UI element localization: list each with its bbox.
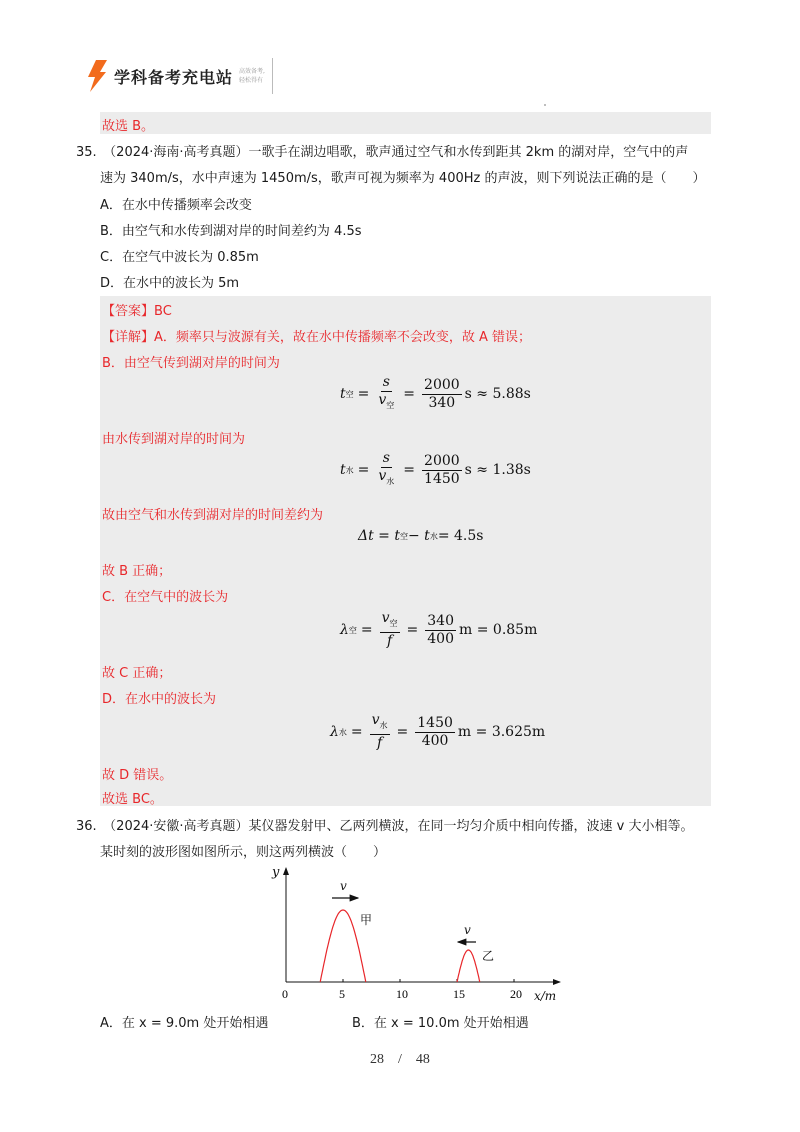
formula-t-water: t 水 = $\frac{s}{v_水}$ = $\frac{2000}{1450}$ s ≈ 1.38s — [340, 450, 531, 487]
q35-detail-c: C．在空气中的波长为 — [102, 590, 229, 605]
x-tick-label-10: 10 — [396, 987, 408, 1001]
prev-conclusion: 故选 B。 — [102, 119, 155, 134]
x-tick-label-20: 20 — [510, 987, 522, 1001]
q35-detail-b-diff: 故由空气和水传到湖对岸的时间差约为 — [102, 508, 324, 523]
q35-option-a: A．在水中传播频率会改变 — [100, 198, 252, 213]
q35-conclusion: 故选 BC。 — [102, 792, 163, 807]
q35-b-correct: 故 B 正确； — [102, 564, 172, 579]
formula-delta-t: Δt = t 空 − t 水 = 4.5s — [358, 528, 484, 544]
q35-option-d: D．在水中的波长为 5m — [100, 276, 240, 291]
header-dot — [544, 104, 546, 106]
logo-title: 学科备考充电站 — [114, 67, 234, 87]
v-label-yi: v — [464, 923, 471, 937]
lightning-bolt-icon — [86, 60, 108, 92]
q36-option-a: A．在 x = 9.0m 处开始相遇 — [100, 1016, 269, 1031]
formula-t-air: t 空 = $\frac{s}{v_空}$ = $\frac{2000}{340}$ s ≈ 5.88s — [340, 374, 531, 411]
label-jia: 甲 — [360, 913, 373, 927]
q35-detail-b-water: 由水传到湖对岸的时间为 — [102, 432, 246, 447]
formula-lambda-air: λ 空 = $\frac{v_空}{f}$ = $\frac{340}{400}$ m = 0.85m — [340, 610, 538, 649]
wave-figure — [262, 862, 572, 1006]
prev-answer-block — [100, 112, 711, 134]
q35-c-correct: 故 C 正确； — [102, 666, 172, 681]
q35-stem: 35. （2024·海南·高考真题）一歌手在湖边唱歌，歌声通过空气和水传到距其 2km 的湖对岸，空气中的声 速为 340m/s，水中声速为 1450m/s，歌声可视为频率为 400Hz 的声波，则下列说法正确的是（ ） — [76, 145, 706, 186]
q35-answer: 【答案】BC — [102, 304, 172, 319]
wave-jia-path — [320, 910, 366, 982]
x-axis-label: x/m — [534, 989, 557, 1003]
wave-yi-path — [457, 950, 480, 982]
formula-lambda-water: λ 水 = $\frac{v_水}{f}$ = $\frac{1450}{400}$ m = 3.625m — [330, 712, 546, 751]
y-axis-label: y — [272, 865, 280, 880]
x-tick-label-0: 0 — [282, 987, 288, 1001]
logo-slogan: 高效备考, 轻松得有 — [239, 68, 265, 84]
header-divider — [272, 58, 273, 94]
x-tick-label-5: 5 — [339, 987, 345, 1001]
header-logo — [86, 54, 283, 98]
x-tick-label-15: 15 — [453, 987, 465, 1001]
q36-option-b: B．在 x = 10.0m 处开始相遇 — [352, 1016, 529, 1031]
q35-detail-b: B．由空气传到湖对岸的时间为 — [102, 356, 280, 371]
q36-stem: 36. （2024·安徽·高考真题）某仪器发射甲、乙两列横波，在同一均匀介质中相向传播，波速 v 大小相等。 某时刻的波形图如图所示，则这两列横波（ ） — [76, 819, 694, 860]
v-label-jia: v — [340, 879, 347, 893]
q35-d-wrong: 故 D 错误。 — [102, 768, 173, 783]
page-number: 28 / 48 — [370, 1052, 430, 1067]
q35-option-c: C．在空气中波长为 0.85m — [100, 250, 259, 265]
label-yi: 乙 — [482, 949, 495, 963]
q35-option-b: B．由空气和水传到湖对岸的时间差约为 4.5s — [100, 224, 362, 239]
q35-detail-d: D．在水中的波长为 — [102, 692, 217, 707]
q35-detail-a: 【详解】A．频率只与波源有关，故在水中传播频率不会改变，故 A 错误； — [102, 330, 532, 345]
